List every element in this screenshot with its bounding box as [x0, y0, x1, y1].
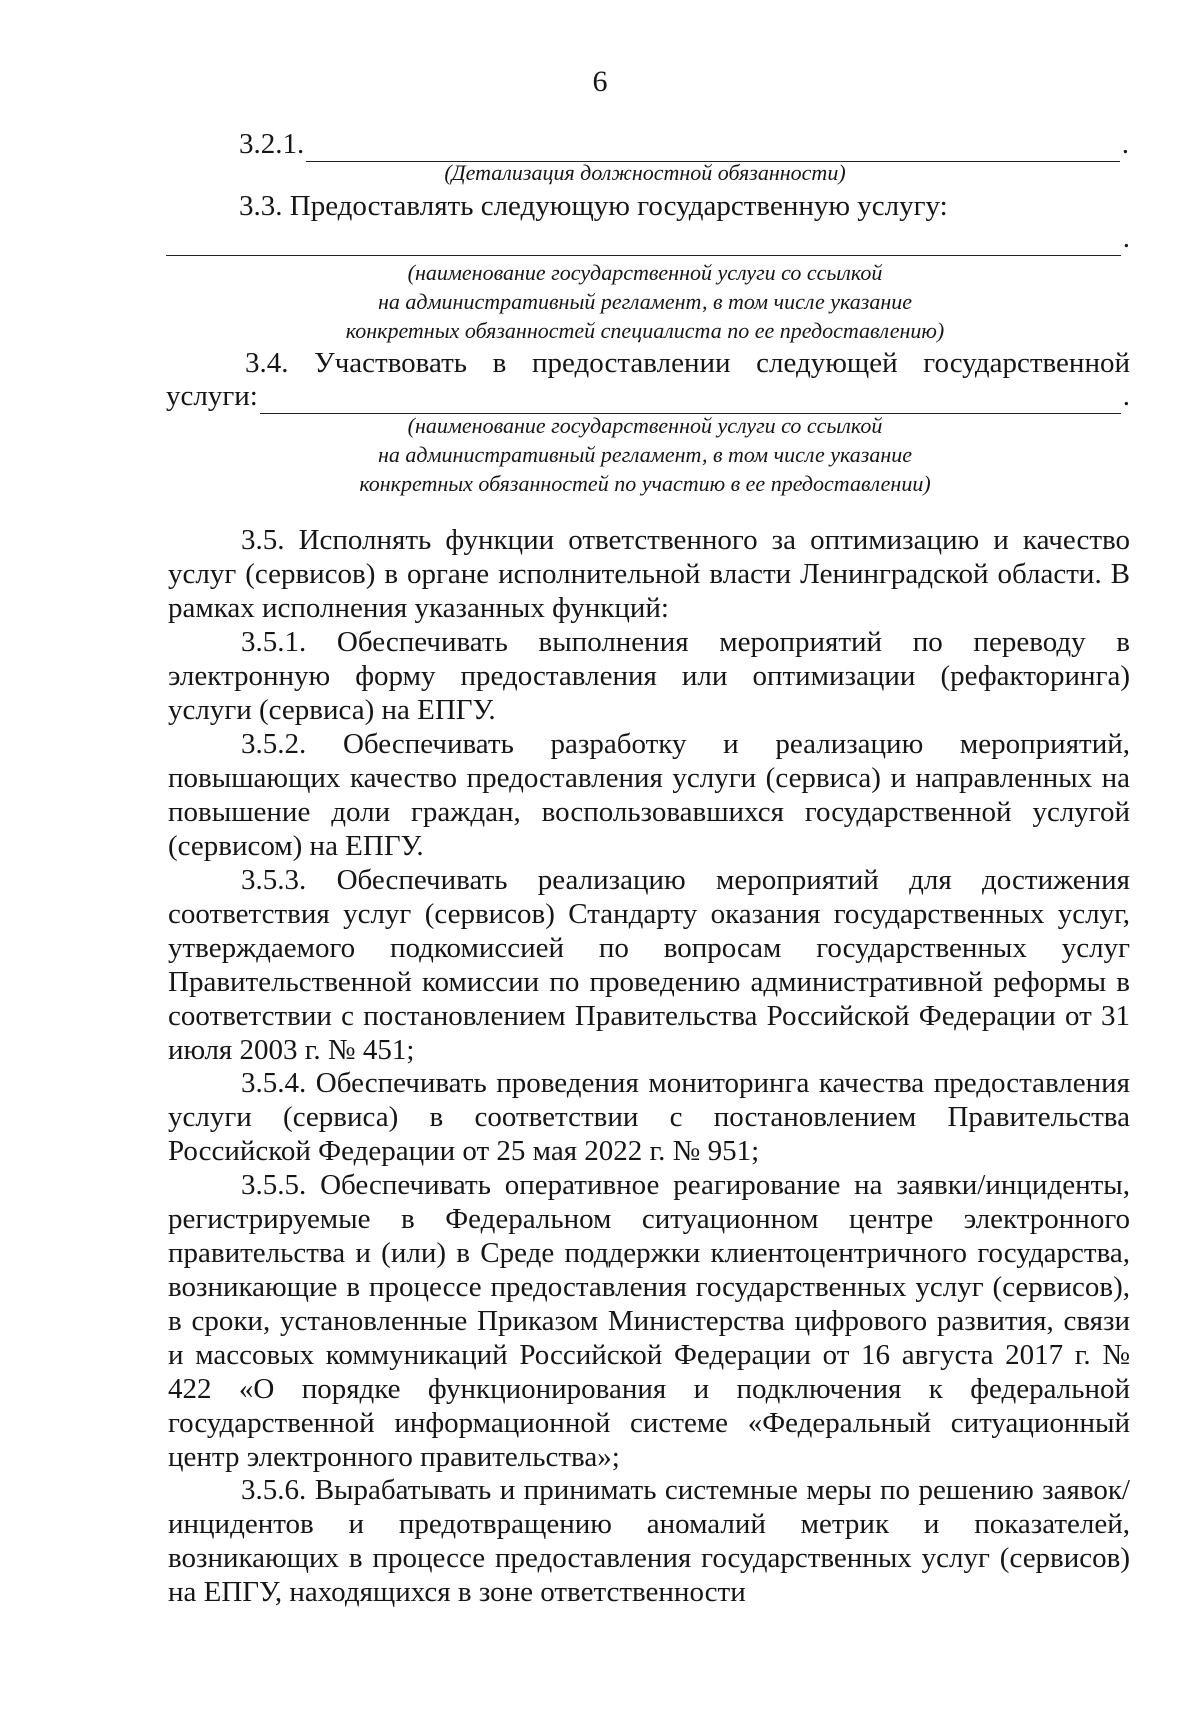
blank-line: [166, 227, 1121, 256]
word: государственной: [923, 347, 1130, 379]
paragraph-3-5-6: 3.5.6. Вырабатывать и принимать системные меры по решению заявок/инцидентов и предотвращению аномалий метрик и показателей, возникающих в процессе предоставления государственных услуг (сервисов) на ЕПГУ, находящихся в зоне ответственности: [168, 1474, 1130, 1608]
item-3-2-1-label: 3.2.1.: [239, 128, 305, 160]
word: 3.4.: [245, 347, 289, 379]
line-end-period: .: [1122, 380, 1130, 412]
word: предоставлении: [532, 347, 731, 379]
caption-line: на административный регламент, в том числе указание: [377, 442, 913, 467]
caption-line: (наименование государственной услуги со ссылкой: [407, 260, 883, 285]
paragraph-3-5-3: 3.5.3. Обеспечивать реализацию мероприятий для достижения соответствия услуг (сервисов) Стандарту оказания государственных услуг, утверждаемого подкомиссией по вопросам государственных услуг Правительственной комиссии по проведению административной реформы в соответствии с постановлением Правительства Российской Федерации от 31 июля 2003 г. № 451;: [168, 864, 1130, 1066]
item-3-2-1-line: [239, 126, 1129, 162]
caption-line: конкретных обязанностей специалиста по ее предоставлению): [345, 318, 945, 343]
blank-line: [260, 385, 1121, 414]
caption-line: конкретных обязанностей по участию в ее предоставлении): [359, 471, 931, 496]
word: Участвовать: [314, 347, 468, 379]
item-3-3-text: 3.3. Предоставлять следующую государственную услугу:: [239, 190, 948, 222]
item-3-3-line: [166, 220, 1130, 256]
caption-3-2-1: (Детализация должностной обязанности): [444, 160, 846, 185]
word: следующей: [756, 347, 898, 379]
caption-3-4: [165, 411, 1125, 498]
item-3-4-text: [245, 345, 1130, 381]
item-3-4-line: [166, 378, 1130, 414]
paragraph-3-5-4: 3.5.4. Обеспечивать проведения мониторинга качества предоставления услуги (сервиса) в соответствии с постановлением Правительства Российской Федерации от 25 мая 2022 г. № 951;: [168, 1067, 1130, 1167]
paragraph-3-5-5: 3.5.5. Обеспечивать оперативное реагирование на заявки/инциденты, регистрируемые в Федеральном ситуационном центре электронного правительства и (или) в Среде поддержки клиентоцентричного государства, возникающие в процессе предоставления государственных услуг (сервисов), в сроки, установленные Приказом Министерства цифрового развития, связи и массовых коммуникаций Российской Федерации от 16 августа 2017 г. № 422 «О порядке функционирования и подключения к федеральной государственной информационной системе «Федеральный ситуационный центр электронного правительства»;: [168, 1169, 1130, 1473]
line-end-period: .: [1122, 222, 1130, 254]
caption-line: на административный регламент, в том числе указание: [377, 289, 913, 314]
caption-3-3: [165, 258, 1125, 345]
page-number: 6: [592, 65, 608, 98]
word: в: [492, 347, 507, 379]
caption-line: (наименование государственной услуги со ссылкой: [407, 413, 883, 438]
paragraph-3-5: 3.5. Исполнять функции ответственного за оптимизацию и качество услуг (сервисов) в органе исполнительной власти Ленинградской области. В рамках исполнения указанных функций:: [168, 524, 1130, 624]
line-end-period: .: [1121, 128, 1129, 160]
item-3-4-cont: услуги:: [166, 380, 258, 412]
paragraph-3-5-2: 3.5.2. Обеспечивать разработку и реализацию мероприятий, повышающих качество предоставления услуги (сервиса) и направленных на повышение доли граждан, воспользовавшихся государственной услугой (сервисом) на ЕПГУ.: [168, 728, 1130, 862]
paragraph-3-5-1: 3.5.1. Обеспечивать выполнения мероприятий по переводу в электронную форму предоставления или оптимизации (рефакторинга) услуги (сервиса) на ЕПГУ.: [168, 626, 1130, 726]
